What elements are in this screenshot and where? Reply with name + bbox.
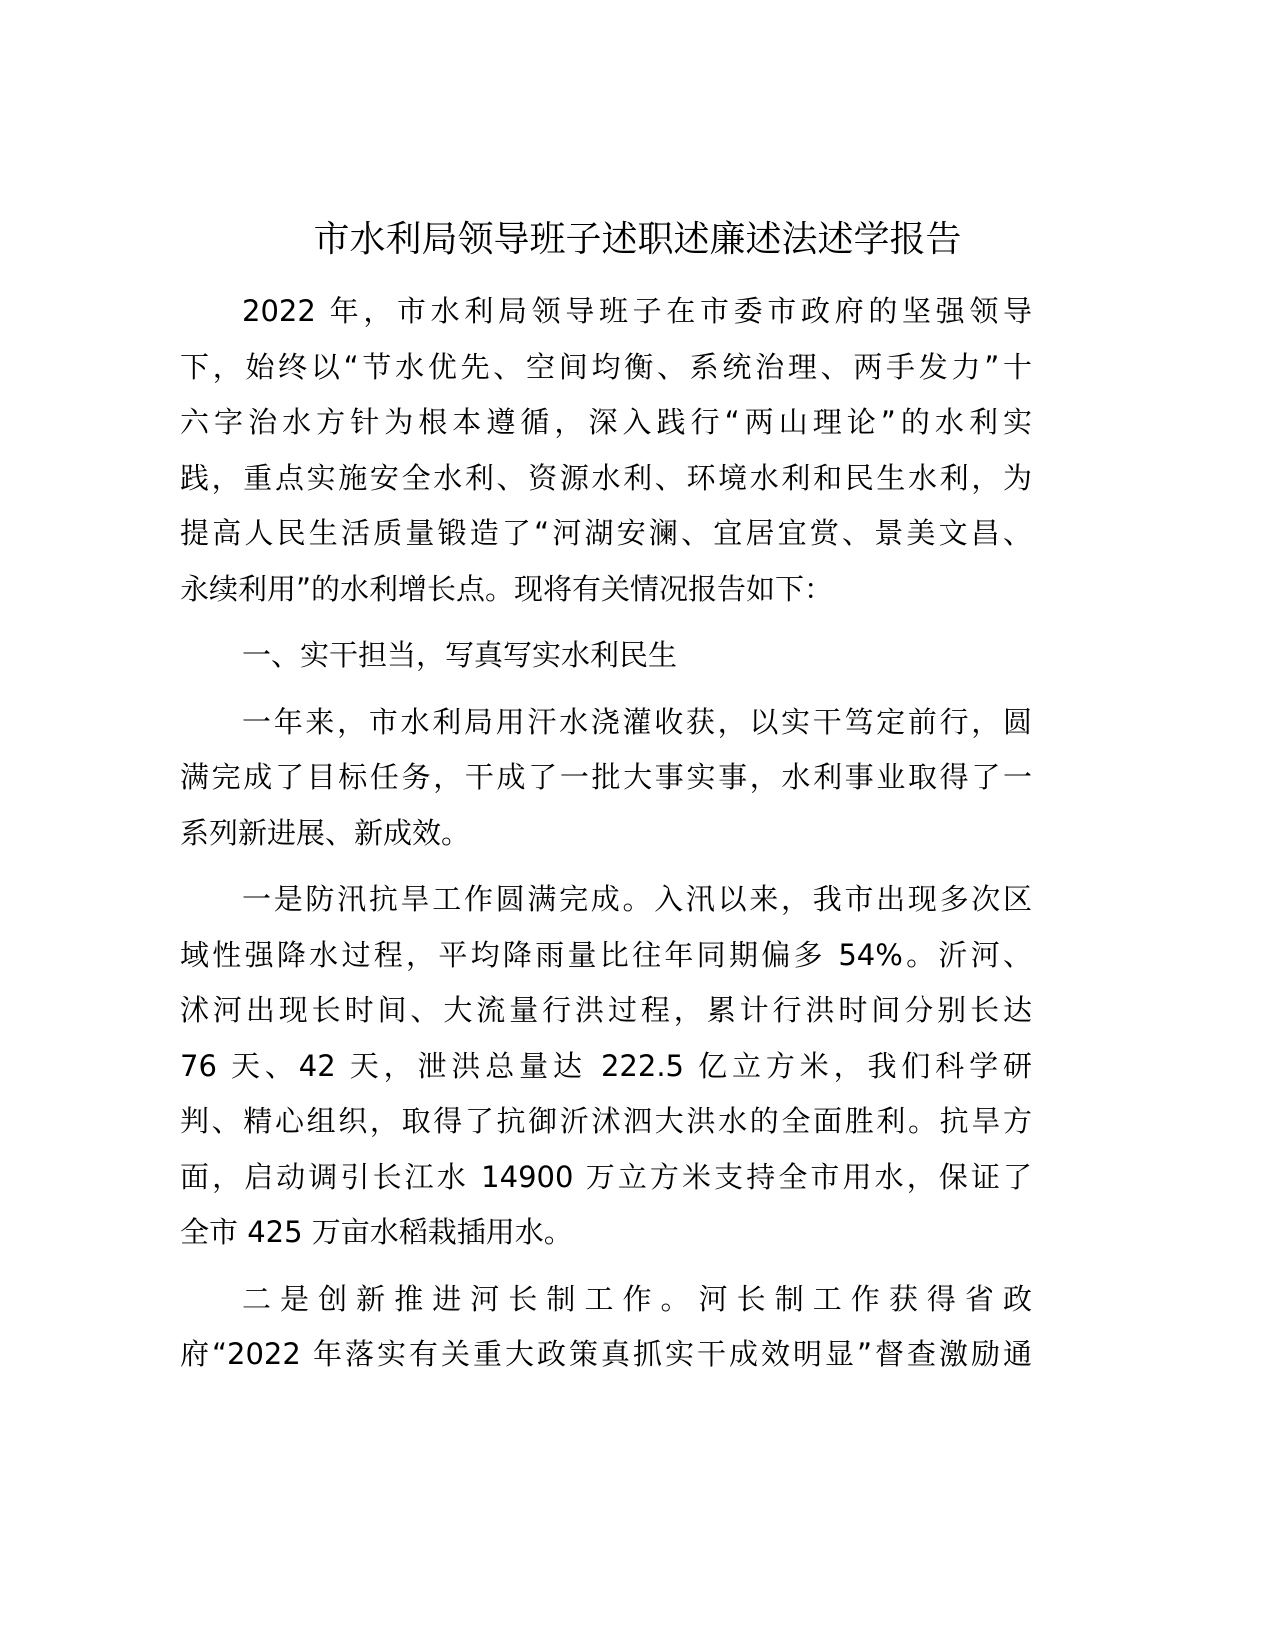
text-line: 2022 年，市水利局领导班子在市委市政府的坚强领导 xyxy=(242,294,1032,328)
text-line: 域性强降水过程，平均降雨量比往年同期偏多 54%。沂河、 xyxy=(180,937,1032,972)
text-line: 践，重点实施安全水利、资源水利、环境水利和民生水利，为 xyxy=(180,460,1032,495)
paragraph xyxy=(180,1272,1032,1383)
paragraph xyxy=(180,695,1032,862)
text-line: 一年来，市水利局用汗水浇灌收获，以实干笃定前行，圆 xyxy=(242,704,1032,739)
text-line: 全市 425 万亩水稻栽插用水。 xyxy=(180,1215,573,1249)
text-line: 沭河出现长时间、大流量行洪过程，累计行洪时间分别长达 xyxy=(180,993,1032,1027)
text-line: 系列新进展、新成效。 xyxy=(180,815,471,850)
text-line: 永续利用”的水利增长点。现将有关情况报告如下： xyxy=(180,571,834,606)
text-line: 判、精心组织，取得了抗御沂沭泗大洪水的全面胜利。抗旱方 xyxy=(180,1104,1032,1138)
paragraph xyxy=(180,872,1032,1261)
text-line: 六字治水方针为根本遵循，深入践行“两山理论”的水利实 xyxy=(180,405,1032,439)
text-line: 提高人民生活质量锻造了“河湖安澜、宜居宜赏、景美文昌、 xyxy=(180,516,1032,550)
document-body xyxy=(180,284,1032,1394)
text-line: 府“2022 年落实有关重大政策真抓实干成效明显”督查激励通 xyxy=(180,1337,1032,1371)
text-line: 一、实干担当，写真写实水利民生 xyxy=(242,638,678,672)
text-line: 一是防汛抗旱工作圆满完成。入汛以来，我市出现多次区 xyxy=(242,882,1032,916)
text-line: 面，启动调引长江水 14900 万立方米支持全市用水，保证了 xyxy=(180,1159,1032,1194)
text-line: 二是创新推进河长制工作。河长制工作获得省政 xyxy=(242,1281,1032,1316)
text-line: 下，始终以“节水优先、空间均衡、系统治理、两手发力”十 xyxy=(180,349,1032,384)
text-line: 满完成了目标任务，干成了一批大事实事，水利事业取得了一 xyxy=(180,760,1032,794)
document-title: 市水利局领导班子述职述廉述法述学报告 xyxy=(313,219,962,260)
paragraph xyxy=(180,284,1032,617)
text-line: 76 天、42 天，泄洪总量达 222.5 亿立方米，我们科学研 xyxy=(180,1048,1032,1083)
paragraph xyxy=(180,628,1032,684)
